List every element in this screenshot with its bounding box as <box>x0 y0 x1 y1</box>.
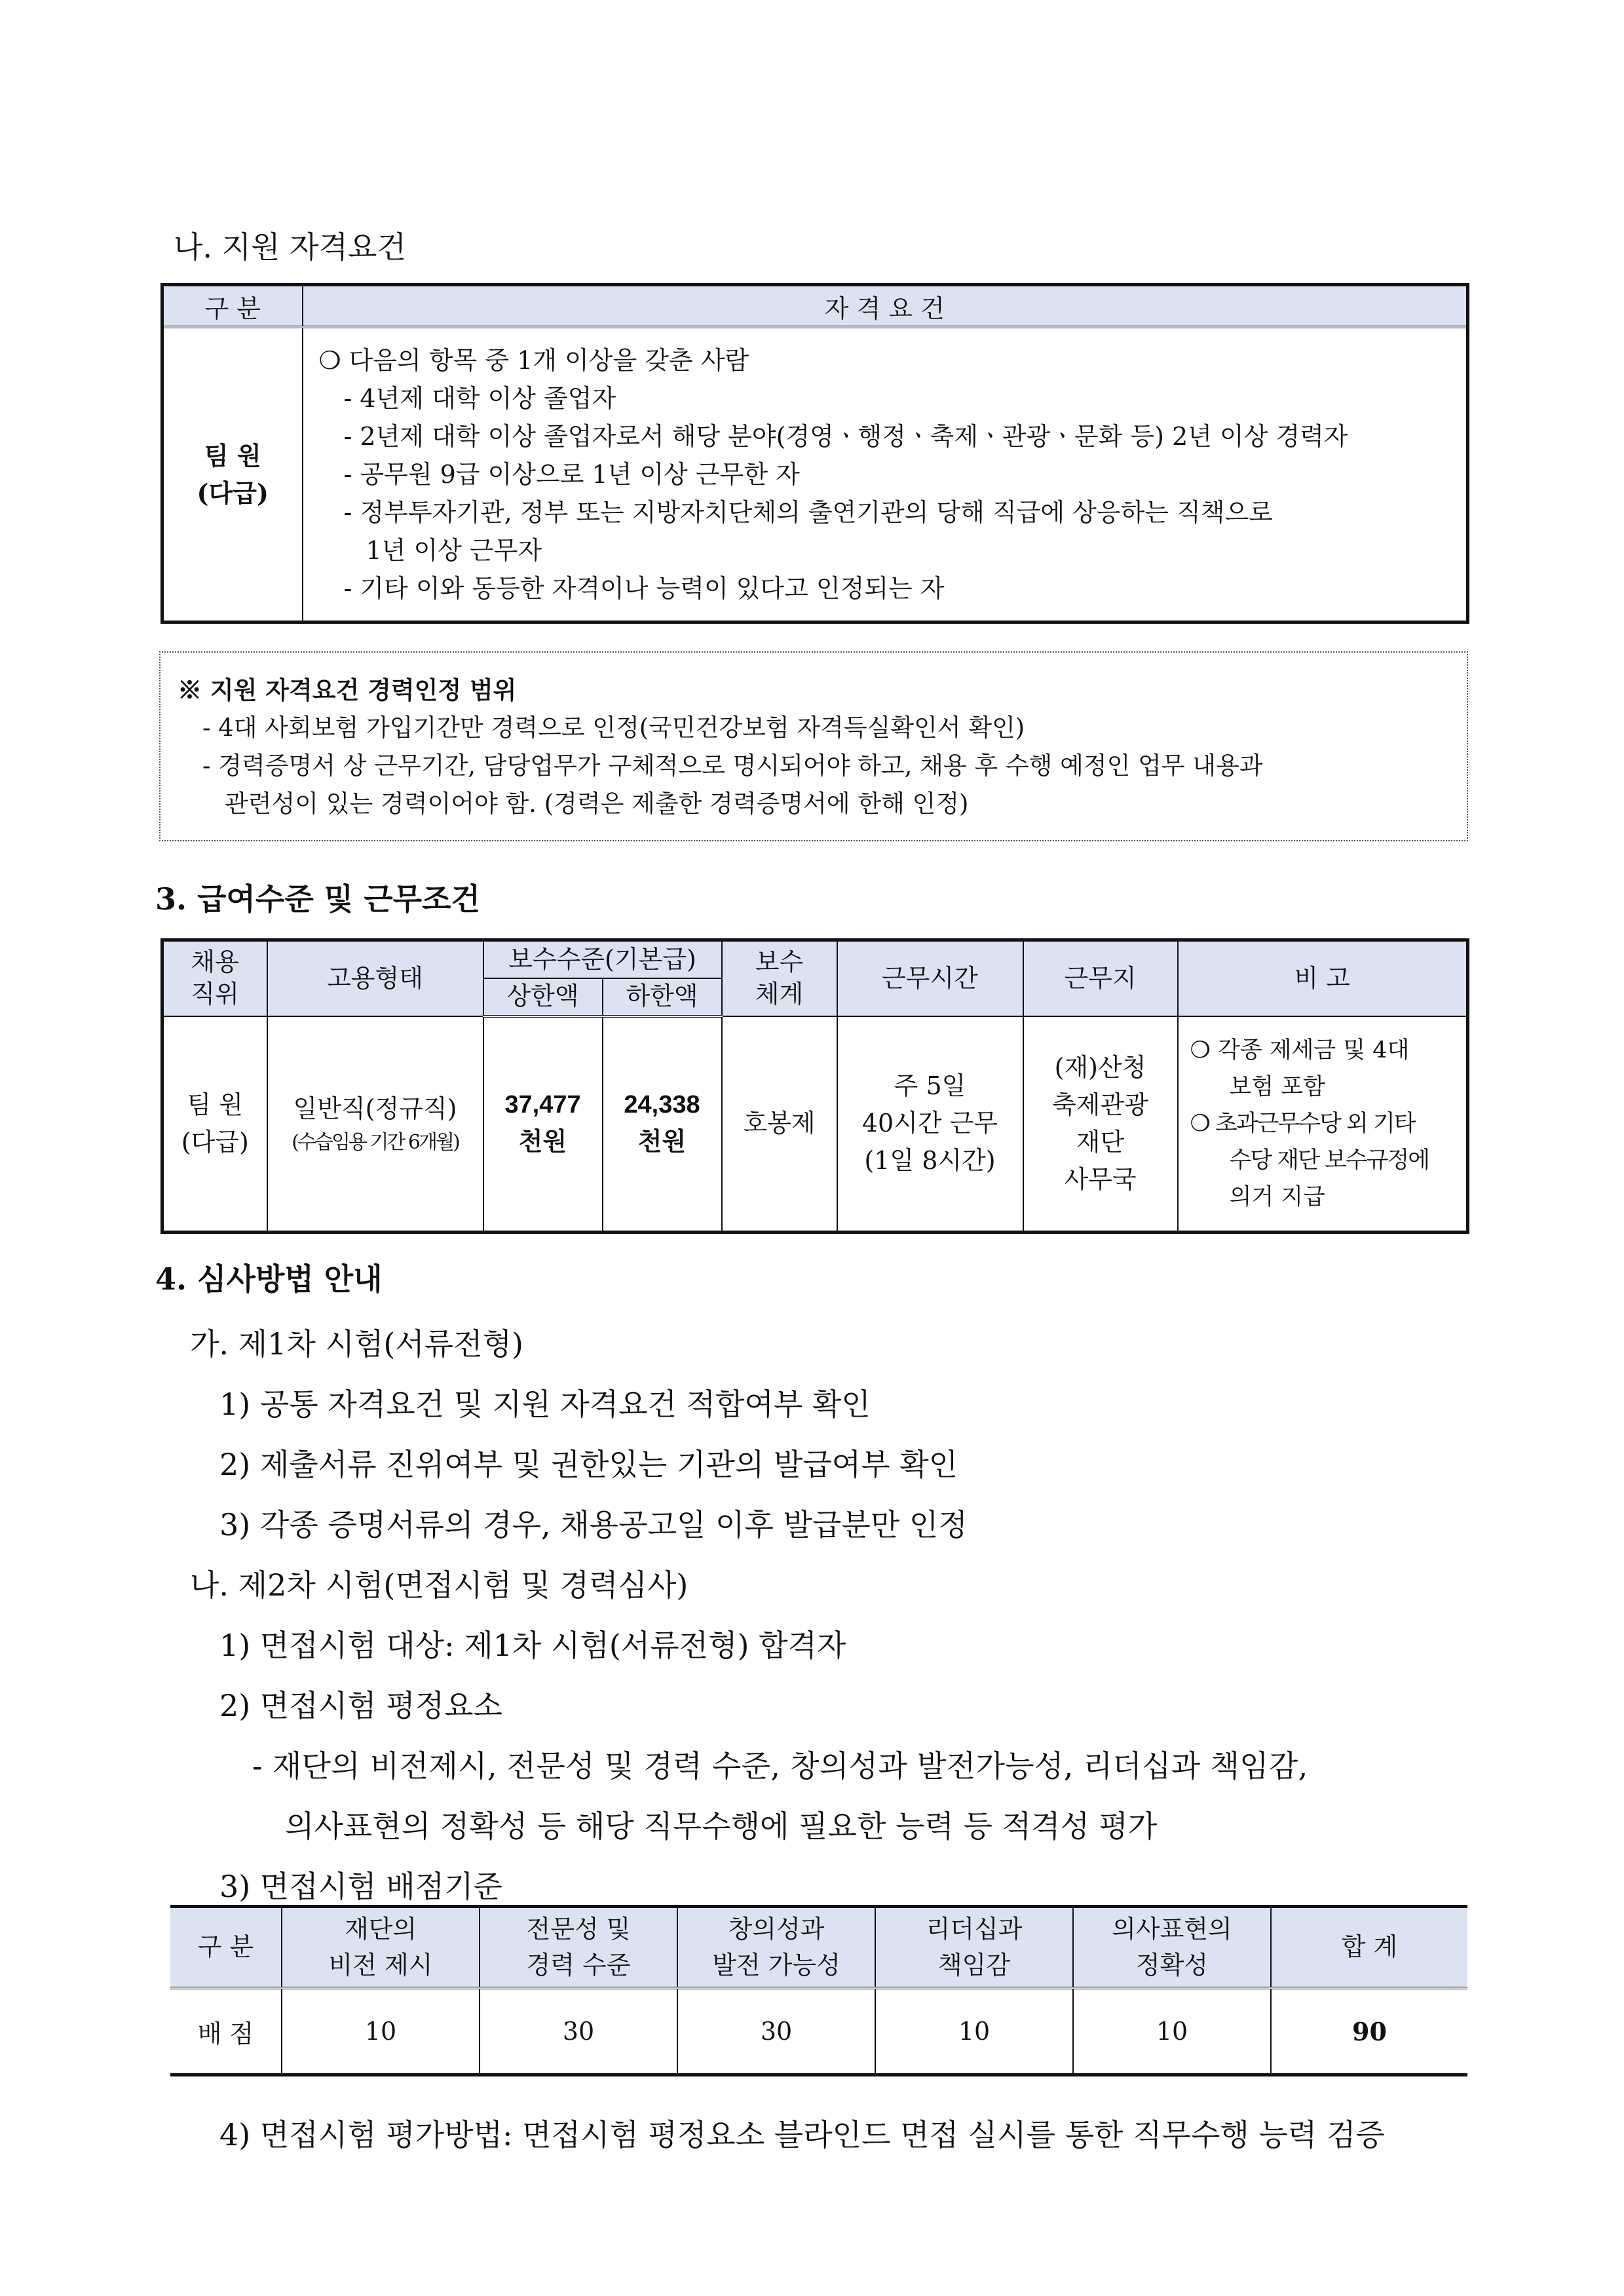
review-heading: 4. 심사방법 안내 <box>155 1261 383 1297</box>
career-recognition-note <box>159 651 1468 841</box>
pay-employment <box>267 1016 483 1233</box>
remark-line: 수당 재단 보수규정에 <box>1229 1147 1429 1174</box>
pay-system: 호봉제 <box>722 1016 837 1233</box>
remark-line: 의거 지급 <box>1229 1183 1325 1210</box>
review-stage2-item: 2) 면접시험 평정요소 <box>219 1688 502 1723</box>
review-stage2-item: 1) 면접시험 대상: 제1차 시험(서류전형) 합격자 <box>219 1628 846 1663</box>
note-line: 관련성이 있는 경력이어야 함. (경력은 제출한 경력증명서에 한해 인정) <box>225 790 969 818</box>
score-leadership: 10 <box>875 1988 1073 2075</box>
qual-body-row <box>162 327 1468 622</box>
qual-line: - 정부투자기관, 정부 또는 지방자치단체의 출연기관의 당해 직급에 상응하는 직책으로 <box>343 498 1273 527</box>
pay-header-salary: 보수수준(기본급) <box>483 940 722 978</box>
qual-role-grade: (다급) <box>197 478 269 508</box>
pay-upper: 37,477 천원 <box>483 1016 603 1233</box>
qual-header-row <box>162 285 1468 328</box>
qual-requirements-cell <box>303 327 1468 622</box>
qual-role-title: 팀 원 <box>204 441 261 470</box>
remark-line: 보험 포함 <box>1229 1073 1325 1100</box>
qual-line: ❍ 다음의 항목 중 1개 이상을 갖춘 사람 <box>318 346 749 375</box>
score-header-category: 구 분 <box>170 1907 282 1989</box>
qual-header-category: 구 분 <box>162 285 303 328</box>
pay-lower: 24,338 천원 <box>603 1016 722 1233</box>
review-stage2-item: 3) 면접시험 배점기준 <box>219 1869 502 1904</box>
pay-employment-type: 일반직(정규직) <box>293 1094 457 1123</box>
score-header-expression: 의사표현의 정확성 <box>1073 1907 1271 1989</box>
pay-header-position: 채용 직위 <box>162 940 267 1016</box>
pay-position: 팀 원 (다급) <box>162 1016 267 1233</box>
review-stage1-item: 1) 공통 자격요건 및 지원 자격요건 적합여부 확인 <box>219 1387 871 1422</box>
pay-header-row-1 <box>162 940 1468 978</box>
note-line: - 4대 사회보험 가입기간만 경력으로 인정(국민건강보험 자격득실확인서 확인) <box>202 714 1025 742</box>
score-header-vision: 재단의 비전 제시 <box>282 1907 480 1989</box>
qual-line: - 공무원 9급 이상으로 1년 이상 근무한 자 <box>343 460 800 489</box>
score-creativity: 30 <box>677 1988 875 2075</box>
pay-header-remarks: 비 고 <box>1178 940 1468 1016</box>
review-stage1-item: 2) 제출서류 진위여부 및 권한있는 기관의 발급여부 확인 <box>219 1447 958 1482</box>
pay-location: (재)산청 축제관광 재단 사무국 <box>1023 1016 1178 1233</box>
pay-employment-probation: (수습임용 기간 6개월) <box>292 1130 459 1154</box>
qual-line: 1년 이상 근무자 <box>366 536 542 565</box>
score-total: 90 <box>1271 1988 1467 2075</box>
score-expertise: 30 <box>480 1988 677 2075</box>
note-title: ※ 지원 자격요건 경력인정 범위 <box>178 676 517 704</box>
pay-header-lower: 하한액 <box>603 978 722 1016</box>
score-label: 배 점 <box>170 1988 282 2075</box>
pay-header-pay-system: 보수 체계 <box>722 940 837 1016</box>
qual-header-requirements: 자 격 요 건 <box>303 285 1468 328</box>
score-header-leadership: 리더십과 책임감 <box>875 1907 1073 1989</box>
review-stage2: 나. 제2차 시험(면접시험 및 경력심사) <box>190 1567 689 1603</box>
pay-header-employment: 고용형태 <box>267 940 483 1016</box>
pay-data-row <box>162 1016 1468 1233</box>
remark-line: ❍ 각종 제세금 및 4대 <box>1190 1037 1410 1063</box>
qual-role-cell <box>162 327 303 622</box>
qualification-table <box>161 283 1469 624</box>
score-header-expertise: 전문성 및 경력 수준 <box>480 1907 677 1989</box>
salary-conditions-table <box>161 938 1469 1234</box>
pay-header-upper: 상한액 <box>483 978 603 1016</box>
score-header-total: 합 계 <box>1271 1907 1467 1989</box>
note-line: - 경력증명서 상 근무기간, 담당업무가 구체적으로 명시되어야 하고, 채용 후 수행 예정인 업무 내용과 <box>202 752 1263 780</box>
score-header-creativity: 창의성과 발전 가능성 <box>677 1907 875 1989</box>
score-row <box>170 1988 1467 2075</box>
review-stage2-detail: 의사표현의 정확성 등 해당 직무수행에 필요한 능력 등 적격성 평가 <box>285 1808 1158 1844</box>
pay-hours: 주 5일 40시간 근무 (1일 8시간) <box>837 1016 1023 1233</box>
score-header-row <box>170 1907 1467 1989</box>
score-expression: 10 <box>1073 1988 1271 2075</box>
review-stage1: 가. 제1차 시험(서류전형) <box>190 1326 523 1362</box>
pay-header-hours: 근무시간 <box>837 940 1023 1016</box>
review-stage2-detail: - 재단의 비전제시, 전문성 및 경력 수준, 창의성과 발전가능성, 리더십과 책임감, <box>252 1748 1308 1784</box>
pay-header-location: 근무지 <box>1023 940 1178 1016</box>
score-vision: 10 <box>282 1988 480 2075</box>
review-stage2-item: 4) 면접시험 평가방법: 면접시험 평정요소 블라인드 면접 실시를 통한 직무수행 능력 검증 <box>219 2117 1385 2152</box>
pay-remarks <box>1178 1016 1468 1233</box>
qual-heading: 나. 지원 자격요건 <box>174 229 406 265</box>
review-stage1-item: 3) 각종 증명서류의 경우, 채용공고일 이후 발급분만 인정 <box>219 1507 968 1542</box>
interview-score-table <box>170 1905 1467 2076</box>
qual-line: - 4년제 대학 이상 졸업자 <box>343 384 616 413</box>
remark-line: ❍ 초과근무수당 외 기타 <box>1190 1110 1415 1137</box>
qual-line: - 기타 이와 동등한 자격이나 능력이 있다고 인정되는 자 <box>343 574 945 603</box>
qual-line: - 2년제 대학 이상 졸업자로서 해당 분야(경영ㆍ행정ㆍ축제ㆍ관광ㆍ문화 등) 2년 이상 경력자 <box>343 422 1348 451</box>
pay-heading: 3. 급여수준 및 근무조건 <box>155 881 480 917</box>
